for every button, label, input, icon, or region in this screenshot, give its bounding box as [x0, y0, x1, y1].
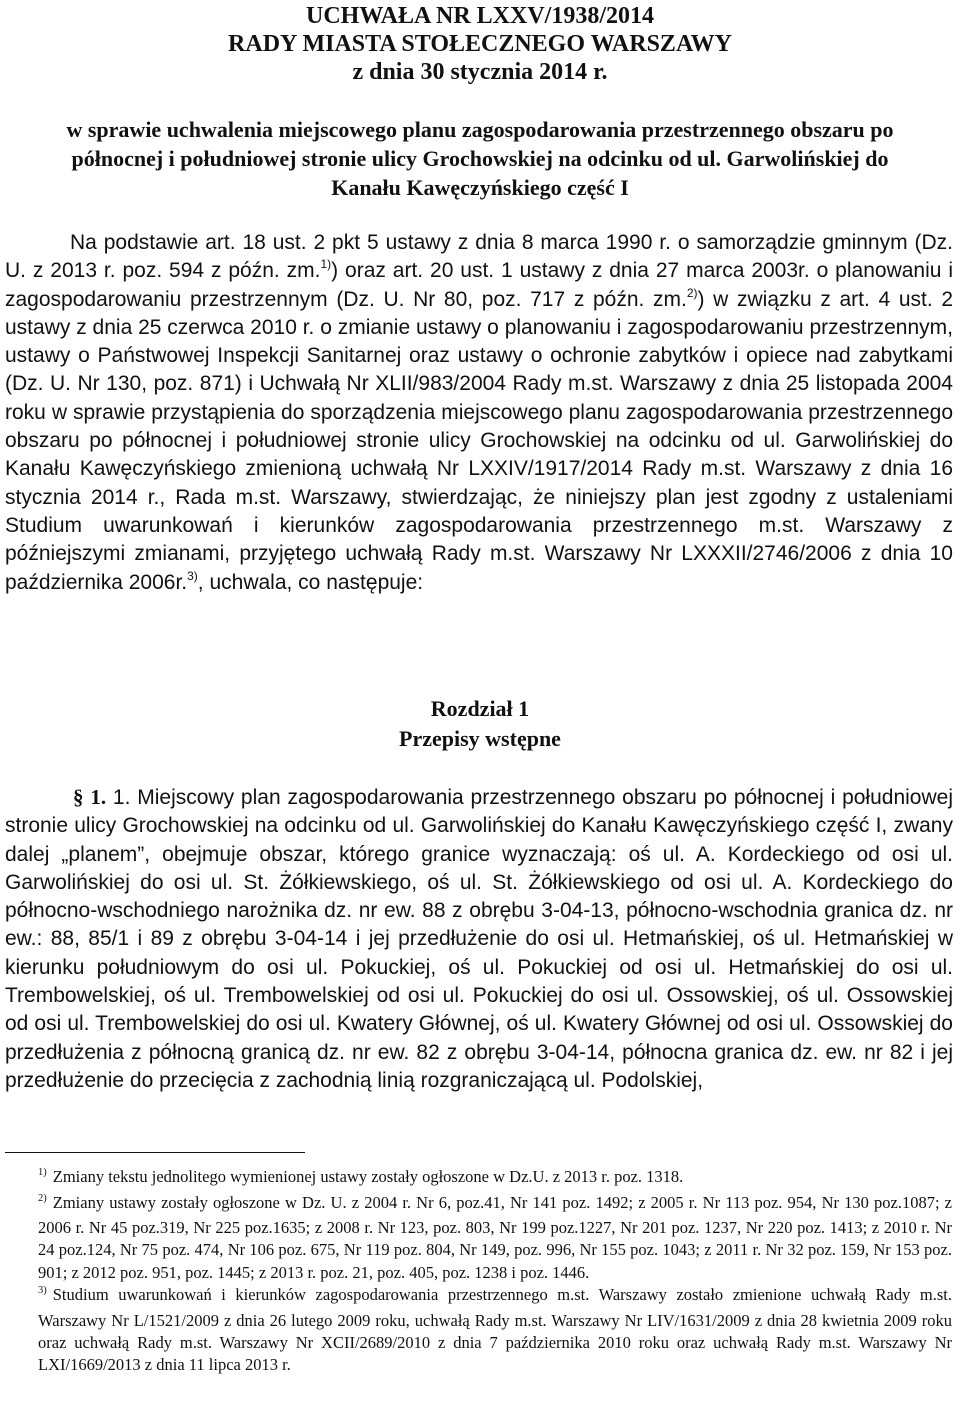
section-number: 1. [90, 785, 107, 809]
footnote-mark: 3) [38, 1285, 47, 1297]
footnote-ref-2: 2) [686, 285, 698, 300]
footnote-3 [38, 1284, 952, 1376]
preamble-text-2: ) oraz art. 20 ust. 1 ustawy z dnia 27 marca 2003r. o planowaniu i zagospodarowaniu przestrzennym (Dz. U. Nr 80, poz. 717 z późn. zm. [5, 259, 953, 311]
footnote-separator [5, 1152, 305, 1153]
footnote-text: Studium uwarunkowań i kierunków zagospodarowania przestrzennego m.st. Warszawy zostało zmienione uchwałą Rady m.st. Warszawy Nr L/1521/2009 z dnia 26 lutego 2009 roku, uchwałą Rady m.st. Warszawy Nr LIV/1631/2009 z dnia 28 kwietnia 2009 roku oraz uchwałą Rady m.st. Warszawy Nr XCII/2689/2010 z dnia 7 października 2010 roku oraz uchwałą Rady m.st. Warszawy Nr LXI/1669/2013 z dnia 11 lipca 2013 r. [38, 1285, 952, 1375]
section-point-number: 1. [112, 786, 131, 809]
footnote-ref-3: 3) [187, 568, 198, 583]
resolution-date: z dnia 30 stycznia 2014 r. [352, 59, 608, 85]
subject-line-1: w sprawie uchwalenia miejscowego planu zagospodarowania przestrzennego obszaru po [66, 117, 894, 142]
footnote-text: Zmiany ustawy zostały ogłoszone w Dz. U. z 2004 r. Nr 6, poz.41, Nr 141 poz. 1492; z 2005 r. Nr 113 poz. 954, Nr 130 poz.1087; z 2006 r. Nr 45 poz.319, Nr 225 poz.1635; z 2008 r. Nr 123, poz. 803, Nr 199 poz.1227, Nr 201 poz. 1237, Nr 220 poz. 1413; z 2010 r. Nr 24 poz.124, Nr 75 poz. 474, Nr 106 poz. 675, Nr 119 poz. 804, Nr 149, poz. 996, Nr 155 poz. 1043; z 2011 r. Nr 32 poz. 159, Nr 153 poz. 901; z 2012 poz. 951, poz. 1445; z 2013 r. poz. 21, poz. 405, poz. 1238 i poz. 1446. [38, 1192, 952, 1282]
footnote-text: Zmiany tekstu jednolitego wymienionej ustawy zostały ogłoszone w Dz.U. z 2013 r. poz. 1318. [52, 1167, 684, 1186]
subject-line-3: Kanału Kawęczyńskiego część I [331, 175, 629, 200]
council-name: RADY MIASTA STOŁECZNEGO WARSZAWY [228, 31, 732, 57]
chapter-title: Przepisy wstępne [399, 726, 561, 751]
preamble-text-4: , uchwala, co następuje: [197, 570, 424, 594]
footnote-mark: 1) [38, 1167, 47, 1178]
footnote-1 [38, 1166, 952, 1191]
section-text: Miejscowy plan zagospodarowania przestrzennego obszaru po północnej i południowej stronie ulicy Grochowskiej na odcinku od ul. Garwolińskiej do Kanału Kawęczyńskiego część I, zwany dalej „planem”, obejmuje obszar, którego granice wyznaczają: oś ul. A. Kordeckiego od osi ul. Garwolińskiej do osi ul. St. Żółkiewskiego, oś ul. St. Żółkiewskiego od osi ul. A. Kordeckiego do północno-wschodniego narożnika dz. nr ew. 88 z obrębu 3-04-13, północno-wschodnia granica dz. nr ew.: 88, 85/1 i 89 z obrębu 3-04-14 i jej przedłużenie do osi ul. Hetmańskiej, oś ul. Hetmańskiej w kierunku południowym do osi ul. Pokuckiej, oś ul. Pokuckiej od osi ul. Hetmańskiej do osi ul. Trembowelskiej, oś ul. Trembowelskiej od osi ul. Pokuckiej do osi ul. Ossowskiej, oś ul. Ossowskiej od osi ul. Trembowelskiej do osi ul. Kwatery Głównej, oś ul. Kwatery Głównej od osi ul. Ossowskiej do przedłużenia z północną granicą dz. nr ew. 82 z obrębu 3-04-14, północna granica dz. ew. nr 82 i jej przedłużenie do przecięcia z zachodnią linią rozgraniczającą ul. Podolskiej, [5, 786, 953, 1092]
resolution-number: UCHWAŁA NR LXXV/1938/2014 [305, 3, 655, 29]
footnotes [38, 1166, 952, 1377]
footnote-2 [38, 1192, 952, 1284]
section-sign: § [73, 785, 84, 809]
preamble-text-3: ) w związku z art. 4 ust. 2 ustawy z dnia 25 czerwca 2010 r. o zmianie ustawy o planowaniu i zagospodarowaniu przestrzennym, ustawy o Państwowej Inspekcji Sanitarnej oraz ustawy o ochronie zabytków i opiece nad zabytkami (Dz. U. Nr 130, poz. 871) i Uchwałą Nr XLII/983/2004 Rady m.st. Warszawy z dnia 25 listopada 2004 roku w sprawie przystąpienia do sporządzenia miejscowego planu zagospodarowania przestrzennego obszaru po północnej i południowej stronie ulicy Grochowskiej na odcinku od ul. Garwolińskiej do Kanału Kawęczyńskiego zmienioną uchwałą Nr LXXIV/1917/2014 Rady m.st. Warszawy z dnia 16 stycznia 2014 r., Rada m.st. Warszawy, stwierdzając, że niniejszy plan jest zgodny z ustaleniami Studium uwarunkowań i kierunków zagospodarowania przestrzennego m.st. Warszawy z późniejszymi zmianami, przyjętego uchwałą Rady m.st. Warszawy Nr LXXXII/2746/2006 z dnia 10 października 2006r. [5, 287, 953, 594]
chapter-number: Rozdział 1 [430, 696, 530, 721]
footnote-mark: 2) [38, 1192, 47, 1204]
preamble [5, 229, 953, 597]
section-1 [5, 783, 953, 1095]
preamble-text-1: Na podstawie art. 18 ust. 2 pkt 5 ustawy z dnia 8 marca 1990 r. o samorządzie gminnym (Dz. U. z 2013 r. poz. 594 z późn. zm. [5, 231, 953, 283]
footnote-ref-1: 1) [320, 257, 332, 272]
subject-line-2: północnej i południowej stronie ulicy Grochowskiej na odcinku od ul. Garwolińskiej do [71, 146, 889, 171]
